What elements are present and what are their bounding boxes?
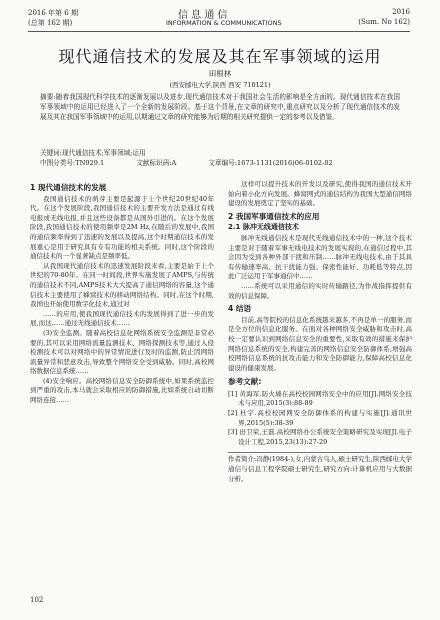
left-column	[30, 180, 214, 406]
page-number: 102	[30, 596, 44, 604]
article-number: 文章编号:1673-1131(2016)06-0102-02	[208, 159, 333, 167]
section-heading-1: 1 现代通信技术的发展	[30, 183, 107, 192]
paragraph: 从我国现代通信技术的迅速发展阶段来看,主要是始于上个世纪的70-80年。在同一时间段,世界实施发展了AMPS,与传统的通信技术不同,AMPS技术大大提高了通信网络的容量,这个通信技术主要使用了蜂窝技术的移动网络结构。同时,在这个时期,我国也开始使用数字化技术,通过对	[30, 261, 214, 309]
paragraph: 这样可以提升技术的开发以及研究,使得我国的通信技术开始向着小化方向发展。蜂窝网式的通信结构为我国大型通信网络建设的发展奠定了坚实的基础。	[228, 180, 412, 208]
clc-number: 中图分类号:TN929.1	[40, 159, 105, 167]
paragraph: 脉冲无线通信技术是现代无线通信技术中的一种,这个技术主要是对于随着军事无线电技术的发展实现的,在通信过程中,其会因为受到各种外部干扰和压制……脉冲无线电技术,由于其具有传输速率高、抗干扰能力强、保密性能好、功耗低等特点,因此广泛运用于军事通信中……	[228, 233, 412, 281]
year-label: 2016	[392, 8, 410, 16]
abstract: 摘要:随着我国现代科学技术的逐渐发展以及进步,现代通信技术对于我国社会生活的影响是全方面的。现代通信技术在我国军事领域中的运用已经进入了一个全新的发展阶段。基于这个背景,在文章的研究中,重点研究以及分析了现代通信技术的发展及其在我国军事领域中的运用,以期通过文章的研究能够为后期的相关研究提供一定的参考以及借鉴。	[40, 93, 400, 121]
article-author: 田根林	[208, 69, 232, 78]
article-affiliation: (西安邮电大学,陕西 西安 710121)	[169, 81, 271, 89]
section-heading-2: 2 我国军事通信技术的应用	[228, 211, 320, 221]
journal-name-en: INFORMATION & COMMUNICATIONS	[166, 19, 282, 27]
paragraph: ……系统可以采用通信的实时传输路径,为作战指挥提供有效的信息保障。	[228, 281, 412, 300]
sum-number: (Sum. No 162)	[358, 18, 410, 26]
paragraph: 目前,高等院校的信息化系统越来越多,不再是单一的服务,而是全方位的信息化服务。在面对各种网络安全威胁和攻击时,高校一定要认识到网络信息安全的重要性,采取有效的措施来保护网络信息系统的安全,构建完善的网络信息安全防御体系,增强高校网络信息系统的抗攻击能力和安全防御能力,保障高校信息化建设的健康发展。	[228, 315, 412, 372]
paragraph: (3)安全监测。随着高校信息化网络系统安全监测是非常必要的,其可以采用网络流量监测技术、网络探测技术等,通过入侵检测技术可以对网络中的异常情况进行及时的监测,防止因网络流量异常和恶意攻击,导致整个网络安全受到威胁。同时,高校网络数据信息系统……	[30, 328, 214, 376]
references-heading: 参考文献:	[228, 377, 262, 387]
paragraph: ……的应用,使我国现代通信技术的发展得到了进一步的发展,而这……通过无线通信技术……	[30, 309, 214, 328]
issue-label: 2016 年第 6 期	[28, 9, 78, 17]
running-header	[28, 4, 410, 32]
reference-item: [3] 田卫荣,王磊.高校网络办公系统安全策略研究及实现[J].电子设计工程,2015,23(13):27-29	[228, 428, 412, 446]
section-heading-4: 4 结语	[228, 304, 252, 314]
journal-name: 信 息 通 信	[178, 10, 228, 21]
keywords: 关键词:现代通信技术;军事领域;运用	[40, 149, 146, 157]
right-column	[228, 180, 412, 484]
issue-total: (总第 162 期)	[28, 19, 73, 27]
subsection-heading-2-1: 2.1 脉冲无线通信技术	[228, 223, 299, 232]
document-code: 文献标识码:A	[136, 159, 177, 167]
article-title: 现代通信技术的发展及其在军事领域的运用	[58, 47, 382, 66]
classification-line	[40, 158, 400, 168]
paragraph: 我国通信技术的萌芽主要是起源于上个世纪20世纪40年代。在这个发展阶段,我国通信技术的主要开发方法是通过有线电报或无线电报,并且这些设备都是从国外引进的。在这个发展阶段,我国通信技术的使用频率是2M Hz,在随后的发展中,我国的通信频率得到了迅速的发展以及提高,这个时期通信技术的发展重心是用于研究具有专有功能的相关系统。同时,这个阶段的通信技术的一个显著缺点是频率低。	[30, 194, 214, 261]
author-note: 作者简介:冯静(1984-),女,内蒙古乌人,硕士研究生,陕西邮电大学通信与信息工程学院硕士研究生,研究方向:计算机应用与大数据分析。	[228, 452, 412, 484]
paragraph: (4)安全响应。高校网络信息安全防御系统中,如果系统监控到严重的攻击,本马就会采取相应的防御措施,比如系统自动切断网络连接……	[30, 376, 214, 405]
reference-item: [2] 杜宇.高校校园网安全防御体系的构建与实施[J].通讯世界,2015(5):38-39	[228, 409, 412, 427]
reference-item: [1] 黄海军.防火墙在高校校园网络安全中的应用[J].网络安全技术与应用,2015(3):88-89	[228, 389, 412, 408]
